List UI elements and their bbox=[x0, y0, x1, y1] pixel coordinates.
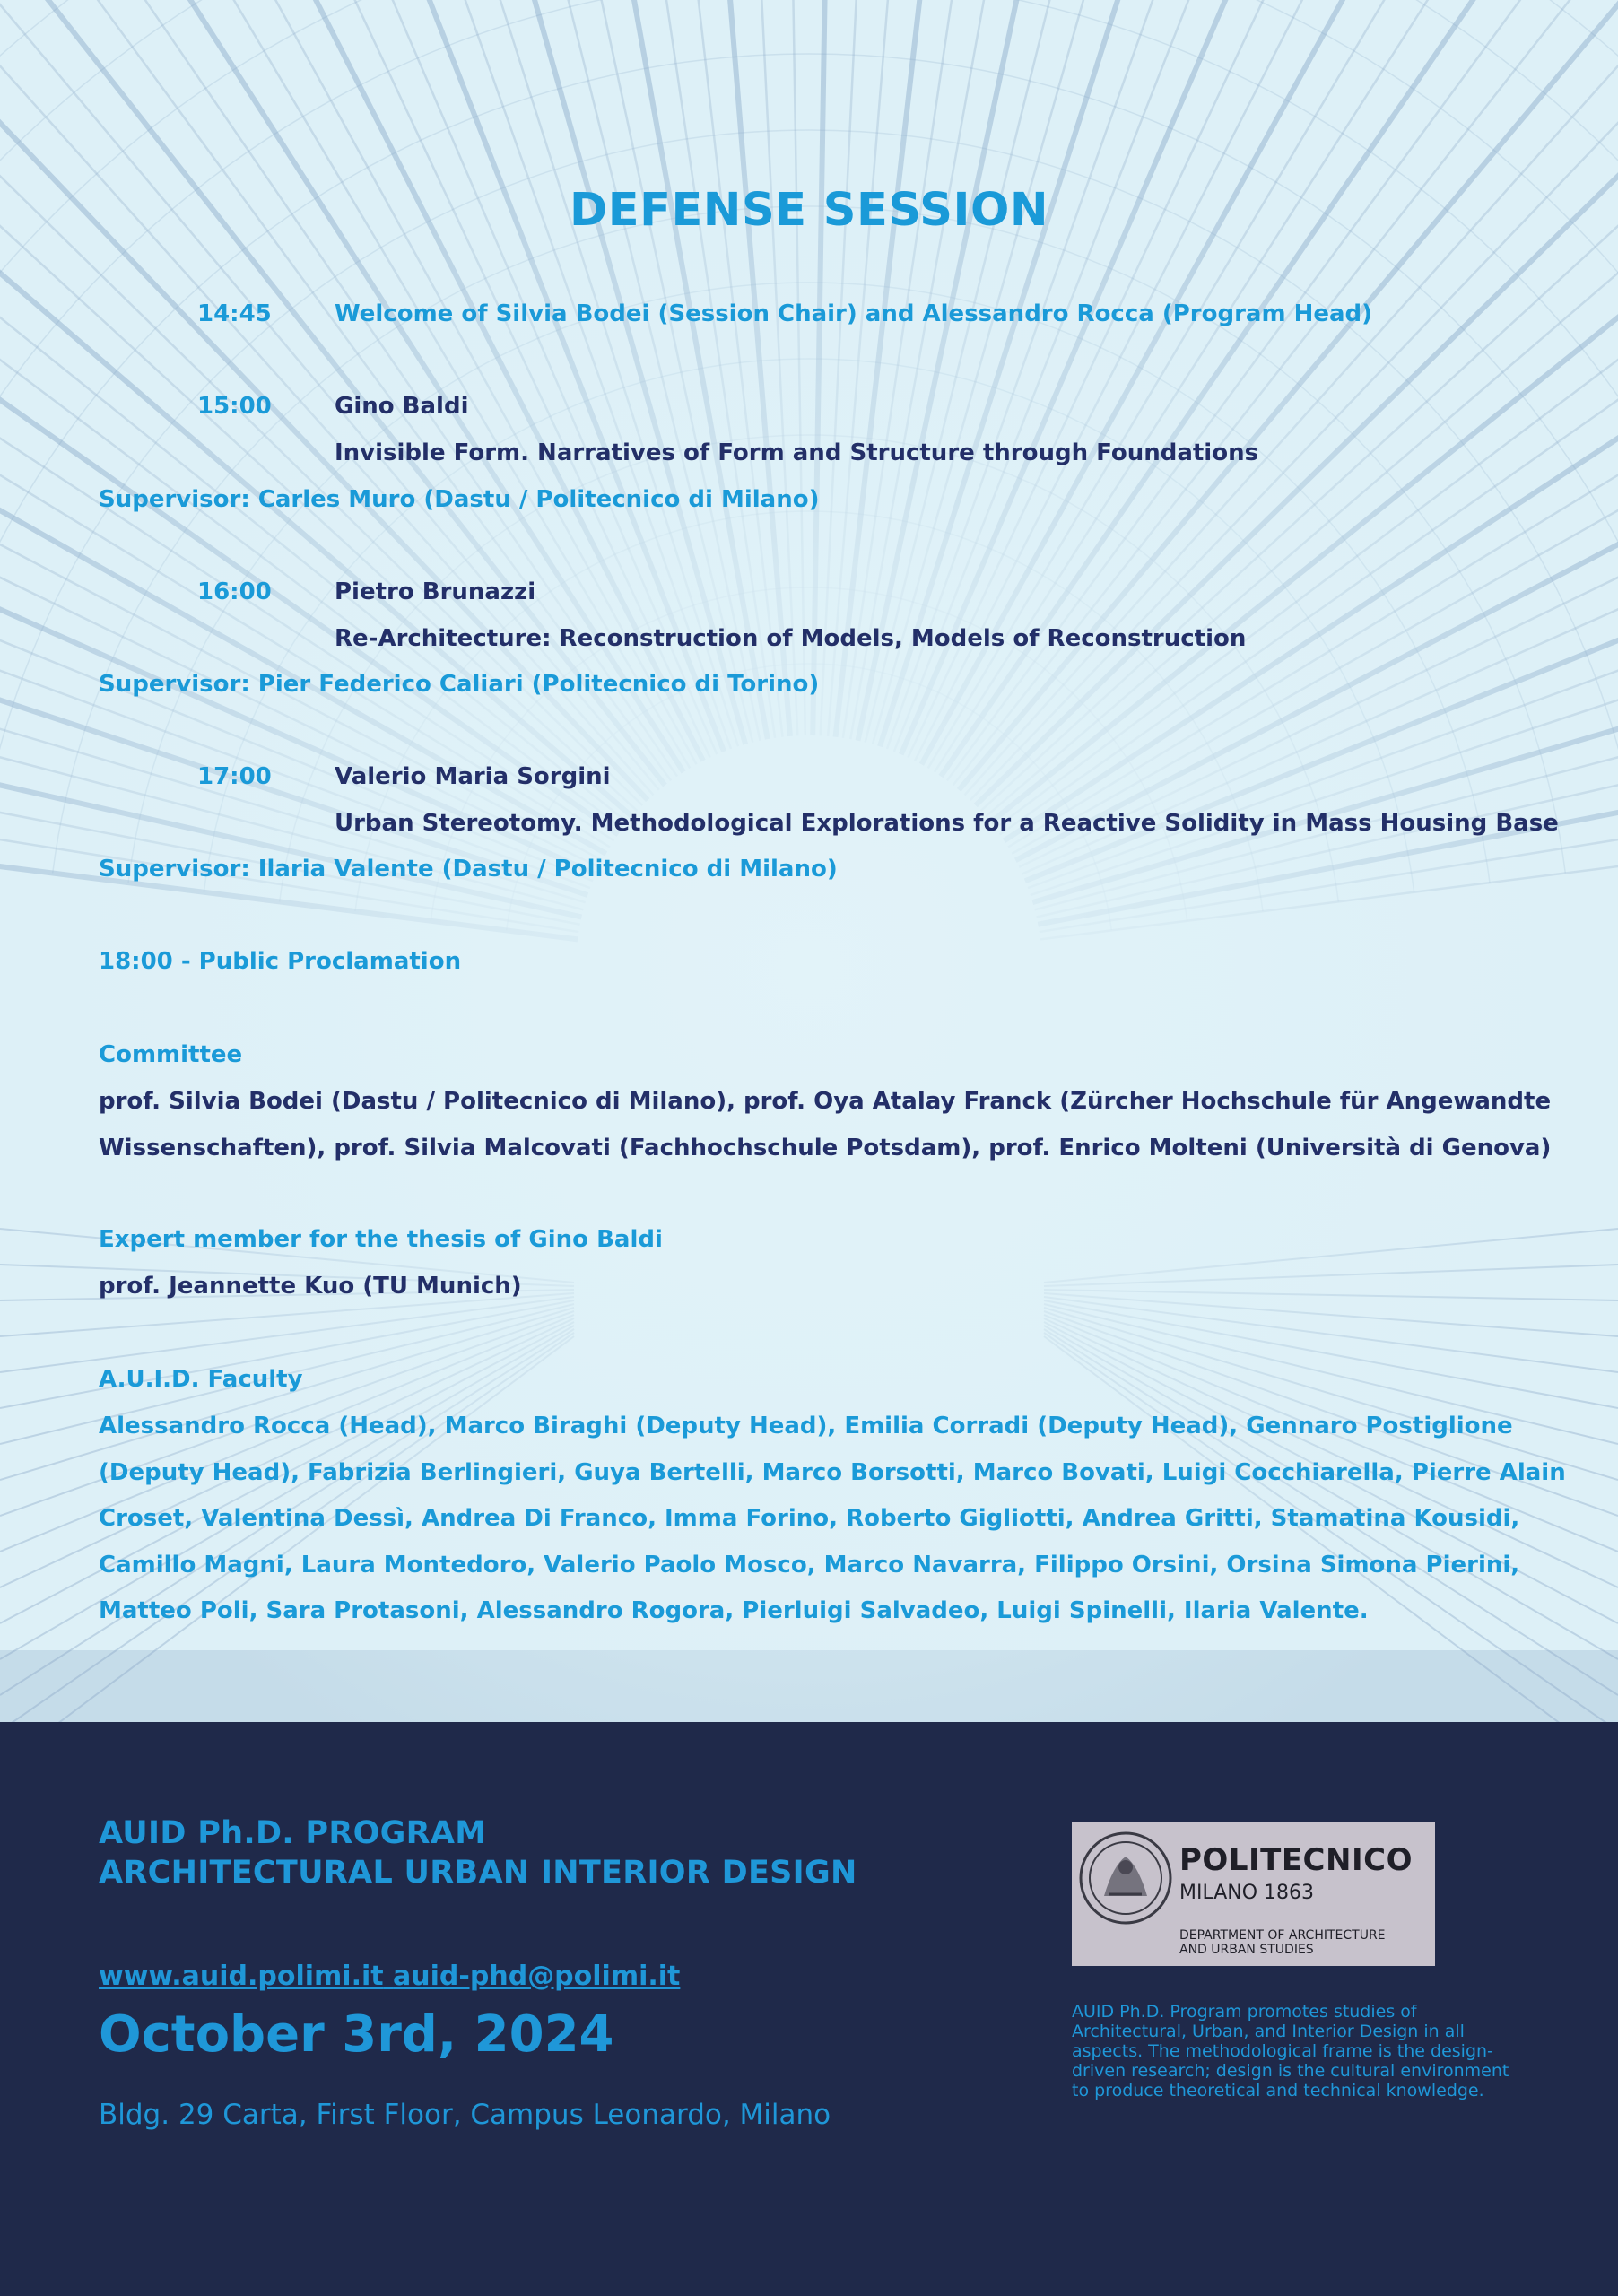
logo-department bbox=[1179, 1928, 1431, 1957]
logo-name: POLITECNICO bbox=[1179, 1842, 1413, 1878]
page-title: DEFENSE SESSION bbox=[569, 184, 1049, 237]
description-line: AUID Ph.D. Program promotes studies of bbox=[1072, 2002, 1417, 2022]
university-seal-icon bbox=[1077, 1830, 1174, 1926]
faculty-text: Alessandro Rocca (Head), Marco Biraghi (Deputy Head), Emilia Corradi (Deputy Head), Gennaro Postiglione bbox=[99, 1413, 1513, 1439]
committee-heading: Committee bbox=[99, 1041, 243, 1068]
faculty-text: Matteo Poli, Sara Protasoni, Alessandro Rogora, Pierluigi Salvadeo, Luigi Spinelli, Ilaria Valente. bbox=[99, 1597, 1369, 1624]
description-line: to produce theoretical and technical knowledge. bbox=[1072, 2081, 1484, 2100]
thesis-title: Urban Stereotomy. Methodological Explorations for a Reactive Solidity in Mass Housing Base bbox=[335, 810, 1559, 837]
defense-time: 17:00 bbox=[197, 763, 272, 790]
welcome-time: 14:45 bbox=[197, 300, 272, 327]
logo-department-line: DEPARTMENT OF ARCHITECTURE bbox=[1179, 1928, 1386, 1943]
defense-time: 16:00 bbox=[197, 578, 272, 605]
faculty-text: Croset, Valentina Dessì, Andrea Di Franco, Imma Forino, Roberto Gigliotti, Andrea Gritti, Stamatina Kousidi, bbox=[99, 1505, 1520, 1532]
welcome-text: Welcome of Silvia Bodei (Session Chair) and Alessandro Rocca (Program Head) bbox=[335, 300, 1373, 327]
faculty-text: Camillo Magni, Laura Montedoro, Valerio Paolo Mosco, Marco Navarra, Filippo Orsini, Orsina Simona Pierini, bbox=[99, 1552, 1520, 1578]
supervisor-line: Supervisor: Ilaria Valente (Dastu / Politecnico di Milano) bbox=[99, 856, 838, 883]
description-line: aspects. The methodological frame is the design- bbox=[1072, 2041, 1493, 2061]
description-line: Architectural, Urban, and Interior Design in all bbox=[1072, 2022, 1465, 2041]
email-link[interactable]: auid-phd@polimi.it bbox=[393, 1961, 681, 1992]
politecnico-logo bbox=[1072, 1822, 1435, 1966]
program-description bbox=[1072, 2002, 1520, 2100]
event-date: October 3rd, 2024 bbox=[99, 2005, 614, 2064]
logo-city: MILANO 1863 bbox=[1179, 1882, 1315, 1904]
committee-text: prof. Silvia Bodei (Dastu / Politecnico di Milano), prof. Oya Atalay Franck (Zürcher Hochschule für Angewandte bbox=[99, 1088, 1552, 1115]
event-location: Bldg. 29 Carta, First Floor, Campus Leonardo, Milano bbox=[99, 2099, 831, 2131]
expert-heading: Expert member for the thesis of Gino Baldi bbox=[99, 1226, 663, 1253]
candidate-name: Pietro Brunazzi bbox=[335, 578, 536, 605]
expert-text: prof. Jeannette Kuo (TU Munich) bbox=[99, 1273, 522, 1300]
defense-time: 15:00 bbox=[197, 393, 272, 420]
candidate-name: Gino Baldi bbox=[335, 393, 469, 420]
proclamation-line: 18:00 - Public Proclamation bbox=[99, 948, 462, 975]
supervisor-line: Supervisor: Pier Federico Caliari (Politecnico di Torino) bbox=[99, 671, 820, 698]
website-link[interactable]: www.auid.polimi.it bbox=[99, 1961, 384, 1992]
faculty-heading: A.U.I.D. Faculty bbox=[99, 1366, 303, 1393]
logo-department-line: AND URBAN STUDIES bbox=[1179, 1943, 1314, 1957]
thesis-title: Re-Architecture: Reconstruction of Models, Models of Reconstruction bbox=[335, 625, 1247, 652]
contact-links bbox=[99, 1961, 680, 1992]
program-title-line2: ARCHITECTURAL URBAN INTERIOR DESIGN bbox=[99, 1855, 857, 1891]
program-title-line1: AUID Ph.D. PROGRAM bbox=[99, 1815, 487, 1851]
description-line: driven research; design is the cultural environment bbox=[1072, 2061, 1509, 2081]
supervisor-line: Supervisor: Carles Muro (Dastu / Politecnico di Milano) bbox=[99, 486, 820, 513]
faculty-text: (Deputy Head), Fabrizia Berlingieri, Guya Bertelli, Marco Borsotti, Marco Bovati, Luigi Cocchiarella, Pierre Alain bbox=[99, 1459, 1566, 1486]
thesis-title: Invisible Form. Narratives of Form and Structure through Foundations bbox=[335, 439, 1259, 466]
committee-text: Wissenschaften), prof. Silvia Malcovati (Fachhochschule Potsdam), prof. Enrico Molteni (Università di Genova) bbox=[99, 1135, 1552, 1161]
candidate-name: Valerio Maria Sorgini bbox=[335, 763, 611, 790]
